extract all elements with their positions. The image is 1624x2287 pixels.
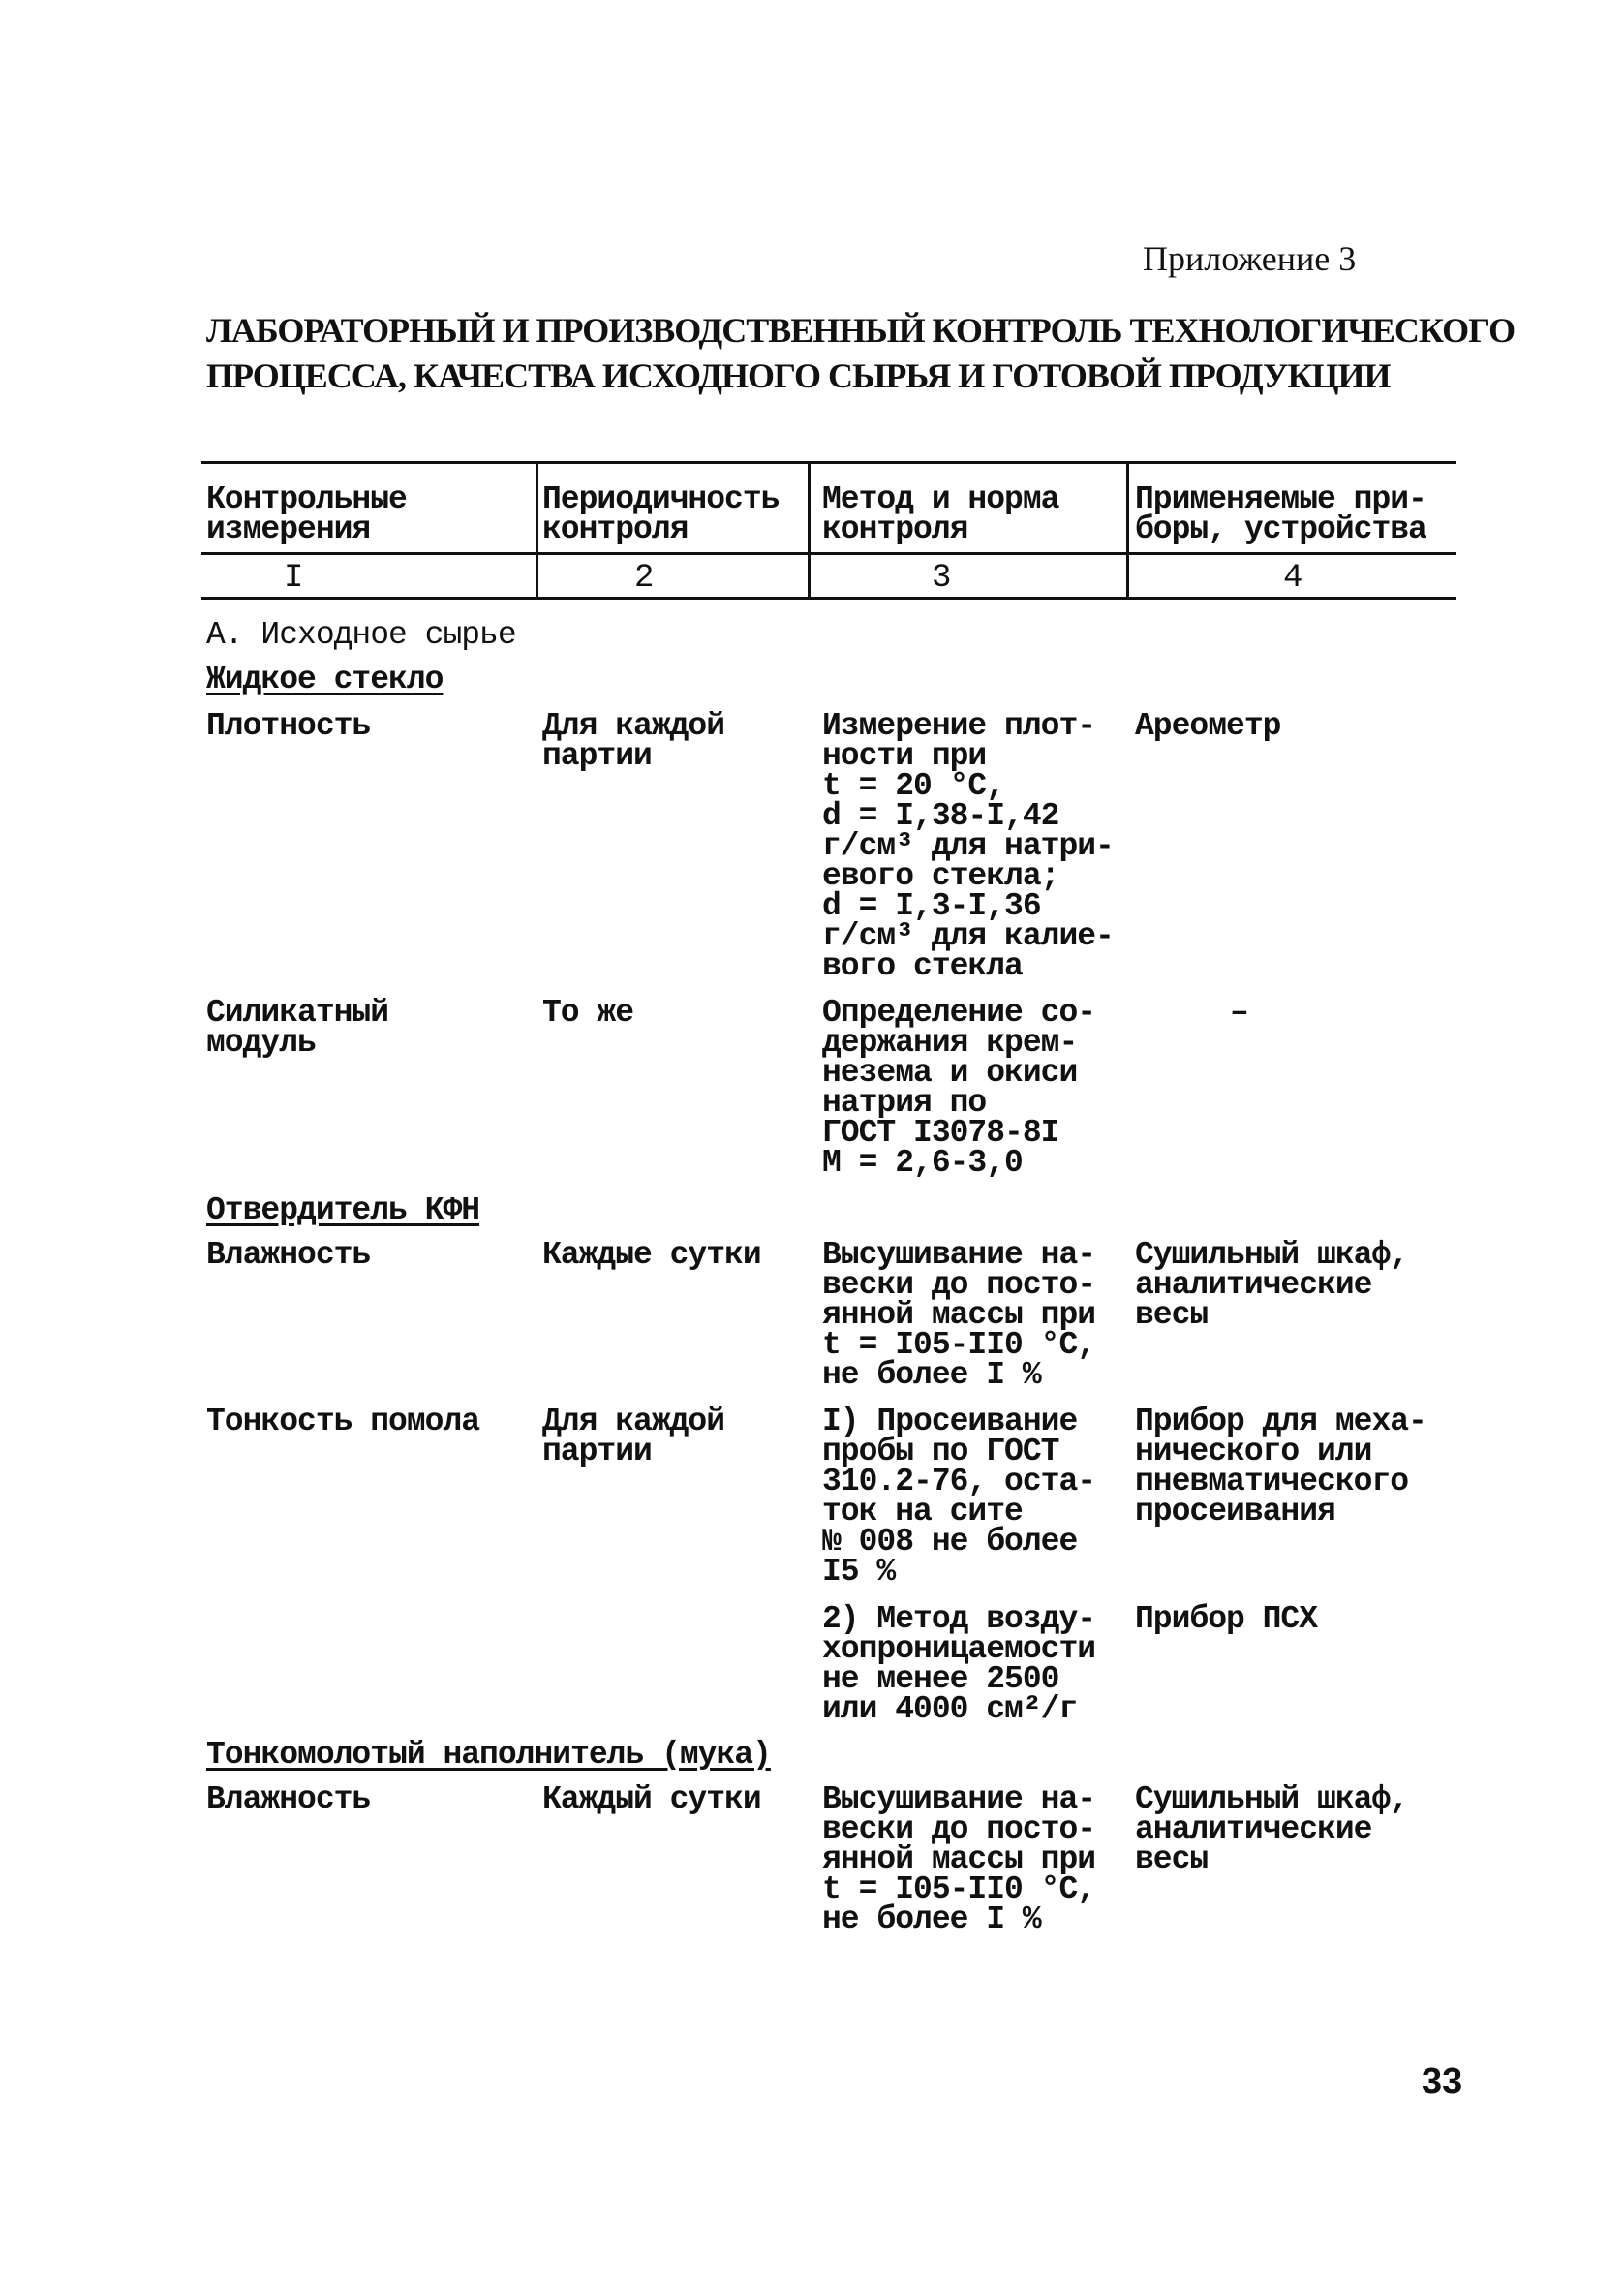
- row-filler-moisture-period: Каждый сутки: [542, 1781, 761, 1817]
- column-number-4: 4: [1283, 560, 1303, 597]
- row-fineness-device: Прибор для меха- нического или пневматического просеивания: [1135, 1404, 1426, 1530]
- header-col-periodicity: Периодичность контроля: [542, 481, 780, 547]
- row-modulus-device: –: [1230, 995, 1248, 1031]
- header-col-measurements: Контрольные измерения: [206, 481, 407, 547]
- header-bottom-rule: [201, 597, 1456, 600]
- row-kfn-moisture-param: Влажность: [206, 1237, 371, 1273]
- column-number-2: 2: [634, 560, 655, 597]
- group-heading-filler: Тонкомолотый наполнитель (мука): [206, 1737, 771, 1773]
- annex-label: Приложение 3: [1143, 239, 1357, 278]
- row-filler-moisture-param: Влажность: [206, 1781, 371, 1817]
- section-heading: А. Исходное сырье: [206, 617, 516, 653]
- column-divider-2: [808, 461, 811, 600]
- header-col-method: Метод и норма контроля: [822, 481, 1059, 547]
- row-fineness-method: I) Просеивание пробы по ГОСТ 310.2-76, оста- ток на сите № 008 не более I5 %: [822, 1404, 1096, 1590]
- column-number-1: I: [284, 560, 304, 597]
- header-divider-rule: [201, 552, 1456, 555]
- table-top-rule: [201, 461, 1456, 464]
- row-fineness2-device: Прибор ПСХ: [1135, 1601, 1318, 1637]
- row-density-device: Ареометр: [1135, 708, 1281, 744]
- row-modulus-param: Силикатный модуль: [206, 995, 389, 1061]
- row-fineness-param: Тонкость помола: [206, 1404, 480, 1439]
- row-density-period: Для каждой партии: [542, 708, 725, 774]
- document-title-line-2: ПРОЦЕССА, КАЧЕСТВА ИСХОДНОГО СЫРЬЯ И ГОТОВОЙ ПРОДУКЦИИ: [206, 356, 1391, 395]
- row-kfn-moisture-period: Каждые сутки: [542, 1237, 761, 1273]
- row-fineness2-method: 2) Метод возду- хопроницаемости не менее 2500 или 4000 см²/г: [822, 1601, 1096, 1727]
- row-kfn-moisture-device: Сушильный шкаф, аналитические весы: [1135, 1237, 1409, 1333]
- row-density-param: Плотность: [206, 708, 371, 744]
- row-kfn-moisture-method: Высушивание на- вески до посто- янной массы при t = I05-II0 °C, не более I %: [822, 1237, 1096, 1393]
- column-divider-3: [1126, 461, 1129, 600]
- row-filler-moisture-method: Высушивание на- вески до посто- янной массы при t = I05-II0 °C, не более I %: [822, 1781, 1096, 1937]
- document-title-line-1: ЛАБОРАТОРНЫЙ И ПРОИЗВОДСТВЕННЫЙ КОНТРОЛЬ ТЕХНОЛОГИЧЕСКОГО: [206, 311, 1516, 350]
- header-col-devices: Применяемые при- боры, устройства: [1135, 481, 1426, 547]
- column-number-3: 3: [932, 560, 952, 597]
- row-modulus-method: Определение со- держания крем- незема и окиси натрия по ГОСТ I3078-8I М = 2,6-3,0: [822, 995, 1096, 1181]
- row-modulus-period: То же: [542, 995, 634, 1031]
- group-heading-hardener: Отвердитель КФН: [206, 1192, 480, 1228]
- page-number: 33: [1422, 2061, 1463, 2102]
- group-heading-liquid-glass: Жидкое стекло: [206, 662, 444, 697]
- row-fineness-period: Для каждой партии: [542, 1404, 725, 1469]
- row-filler-moisture-device: Сушильный шкаф, аналитические весы: [1135, 1781, 1409, 1877]
- row-density-method: Измерение плот- ности при t = 20 °C, d = I,38-I,42 г/см³ для натри- евого стекла; d = I,3-I,36 г/см³ для калие- вого стекла: [822, 708, 1114, 984]
- column-divider-1: [536, 461, 538, 600]
